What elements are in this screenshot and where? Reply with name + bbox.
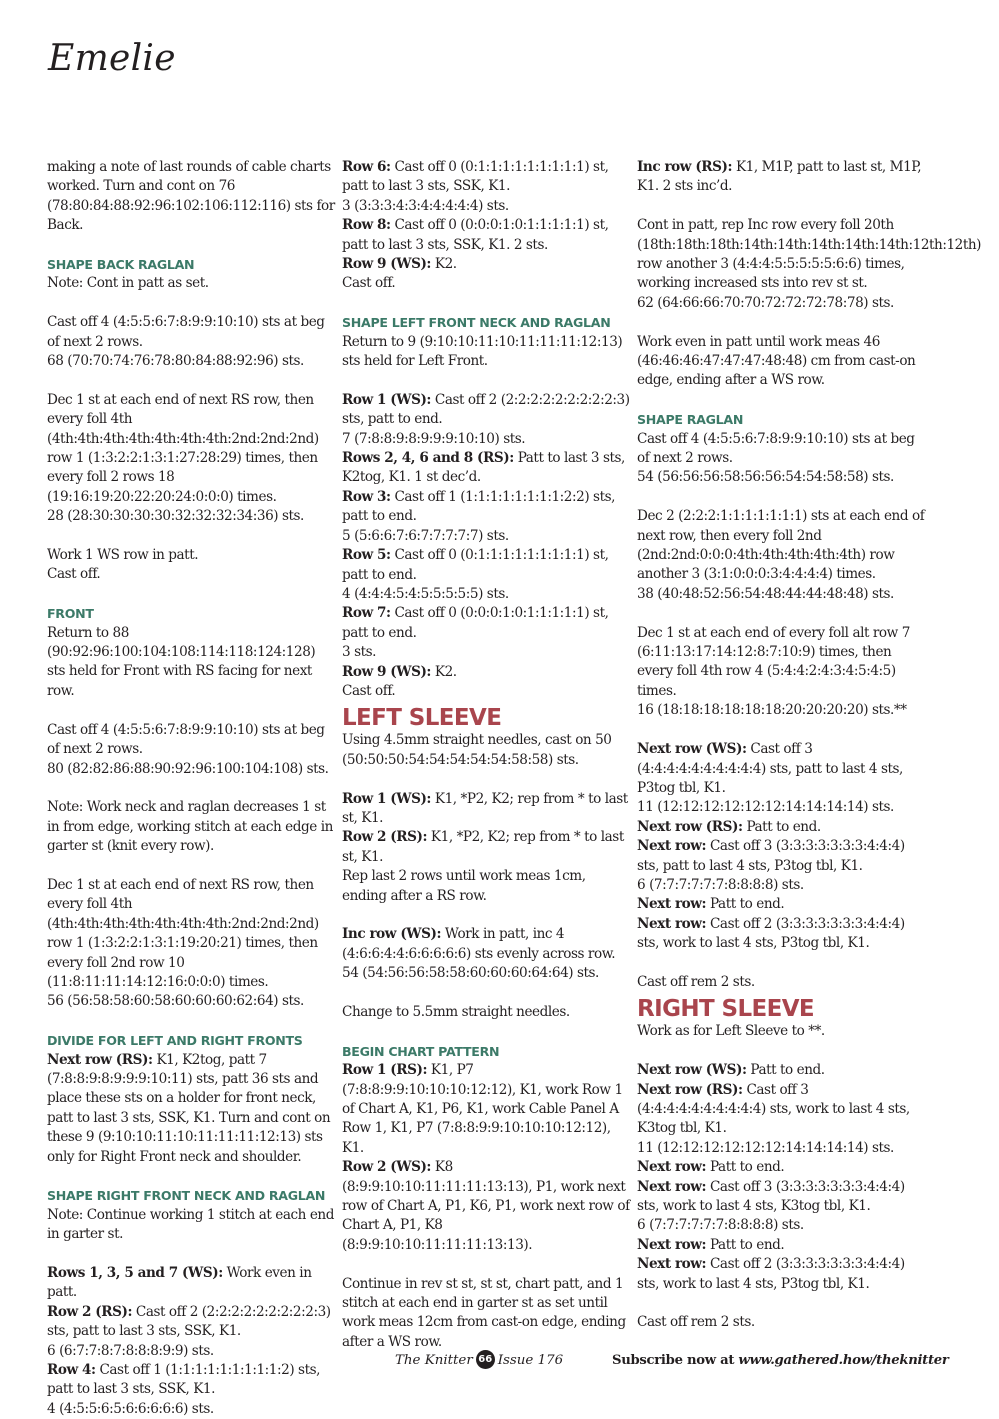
row-text: Cast off 3 (4:4:4:4:4:4:4:4:4:4) sts, work to last 4 sts, K3tog tbl, K1.	[637, 1081, 910, 1137]
row-text: Cast off 3 (3:3:3:3:3:3:3:4:4:4) sts, patt to last 4 sts, P3tog tbl, K1.	[637, 838, 905, 874]
row-label: Row 9 (WS):	[342, 663, 432, 680]
row-text: Cast off 2 (3:3:3:3:3:3:3:4:4:4) sts, work to last 4 sts, P3tog tbl, K1.	[637, 1256, 905, 1292]
paragraph: Cast off 4 (4:5:5:6:7:8:9:9:10:10) sts at beg of next 2 rows.	[637, 430, 915, 467]
instruction-row	[637, 895, 925, 914]
row-label: Rows 1, 3, 5 and 7 (WS):	[47, 1264, 223, 1281]
paragraph: Change to 5.5mm straight needles.	[342, 1003, 570, 1020]
row-label: Inc row (WS):	[342, 926, 442, 943]
note: Note: Work neck and raglan decreases 1 st in from edge, working stitch at each edge in garter st (knit every row).	[47, 799, 333, 855]
paragraph: Cont in patt, rep Inc row every foll 20th (18th:18th:18th:14th:14th:14th:14th:14th:12th:12th) row another 3 (4:4:4:5:5:5:5:5:6:6) times, working increased sts into rev st st.	[637, 217, 982, 292]
instruction-row	[342, 158, 630, 197]
instruction-row	[637, 1158, 925, 1177]
paragraph: Using 4.5mm straight needles, cast on 50 (50:50:50:54:54:54:54:54:58:58) sts.	[342, 732, 612, 768]
row-text: Work even in patt.	[47, 1264, 312, 1301]
row-text: Cast off 0 (0:0:0:1:0:1:1:1:1:1) st, patt to last 3 sts, SSK, K1. 2 sts.	[342, 217, 609, 253]
paragraph: Work as for Left Sleeve to **.	[637, 1023, 825, 1040]
stitch-count: 80 (82:82:86:88:90:92:96:100:104:108) sts.	[47, 760, 329, 777]
stitch-count: 7 (7:8:8:9:8:9:9:9:10:10) sts.	[342, 430, 526, 447]
stitch-count: 3 (3:3:3:4:3:4:4:4:4:4) sts.	[342, 197, 509, 214]
row-text: Cast off 3 (4:4:4:4:4:4:4:4:4:4) sts, patt to last 4 sts, P3tog tbl, K1.	[637, 741, 903, 796]
column-2	[342, 158, 630, 1352]
stitch-count: 11 (12:12:12:12:12:12:14:14:14:14) sts.	[637, 799, 894, 816]
row-text: Work in patt, inc 4 (4:6:6:4:4:6:6:6:6:6) sts evenly across row.	[342, 926, 616, 962]
row-text: Cast off 0 (0:1:1:1:1:1:1:1:1:1) st, patt to last 3 sts, SSK, K1.	[342, 159, 609, 195]
row-label: Row 2 (WS):	[342, 1159, 432, 1176]
row-text: Cast off 1 (1:1:1:1:1:1:1:1:2:2) sts, patt to end.	[342, 488, 615, 525]
stitch-count: 56 (56:58:58:60:58:60:60:60:62:64) sts.	[47, 993, 304, 1010]
instruction-row	[637, 915, 925, 954]
page-title: Emelie	[48, 38, 176, 79]
row-text: K1, *P2, K2; rep from * to last st, K1.	[342, 790, 628, 826]
paragraph: Cast off.	[47, 566, 101, 583]
row-label: Rows 2, 4, 6 and 8 (RS):	[342, 450, 514, 467]
row-text: K1, M1P, patt to last st, M1P, K1. 2 sts inc’d.	[637, 159, 922, 195]
paragraph: Dec 2 (2:2:2:1:1:1:1:1:1:1) sts at each end of next row, then every foll 2nd (2nd:2nd:0:0:0:4th:4th:4th:4th:4th) row another 3 (3:1:0:0:0:3:4:4:4:4) times.	[637, 508, 925, 583]
paragraph: Cast off 4 (4:5:5:6:7:8:9:9:10:10) sts at beg of next 2 rows.	[47, 314, 325, 350]
row-label: Next row (RS):	[47, 1051, 153, 1068]
row-label: Next row:	[637, 1178, 707, 1195]
row-label: Next row (RS):	[637, 818, 743, 835]
instruction-row	[342, 1158, 630, 1255]
row-label: Next row:	[637, 896, 707, 913]
row-label: Next row:	[637, 1159, 707, 1176]
stitch-count: 28 (28:30:30:30:30:32:32:32:34:36) sts.	[47, 508, 304, 525]
row-label: Row 8:	[342, 217, 391, 234]
row-text: K8 (8:9:9:10:10:11:11:11:13:13), P1, work next row of Chart A, P1, K6, P1, work next row of Chart A, P1, K8 (8:9:9:10:10:11:11:11:13:13).	[342, 1159, 630, 1253]
stitch-count: 5 (5:6:6:7:6:7:7:7:7:7) sts.	[342, 527, 509, 544]
row-text: Cast off 2 (3:3:3:3:3:3:3:4:4:4) sts, work to last 4 sts, P3tog tbl, K1.	[637, 915, 905, 952]
subscribe-link[interactable]: www.gathered.how/theknitter	[738, 1353, 949, 1368]
stitch-count: 6 (7:7:7:7:7:7:8:8:8:8) sts.	[637, 1217, 804, 1234]
instruction-row	[342, 488, 630, 527]
instruction-row	[637, 1061, 925, 1080]
instruction-row	[637, 1255, 925, 1294]
row-text: K2.	[434, 256, 457, 273]
row-label: Next row (WS):	[637, 741, 747, 758]
row-text: Patt to end.	[709, 1159, 785, 1176]
paragraph: Dec 1 st at each end of next RS row, then every foll 4th (4th:4th:4th:4th:4th:4th:4th:2nd:2nd:2nd) row 1 (1:3:2:2:1:3:1:19:20:21) times, then every foll 2nd row 10 (11:8:11:11:14:12:16:0:0:0) times.	[47, 876, 319, 990]
subheading-chart-pattern: BEGIN CHART PATTERN	[342, 1043, 500, 1059]
instruction-row	[342, 216, 630, 255]
paragraph: Continue in rev st st, st st, chart patt, and 1 stitch at each end in garter st as set until work meas 12cm from cast-on edge, ending after a WS row.	[342, 1275, 626, 1350]
note: Note: Cont in patt as set.	[47, 275, 209, 292]
instruction-row	[342, 604, 630, 643]
stitch-count: 6 (7:7:7:7:7:7:8:8:8:8) sts.	[637, 876, 804, 893]
instruction-row	[637, 1236, 925, 1255]
row-label: Row 2 (RS):	[342, 829, 428, 846]
stitch-count: 4 (4:4:4:5:4:5:5:5:5:5) sts.	[342, 585, 509, 602]
instruction-row	[342, 1061, 630, 1158]
row-text: Patt to last 3 sts, K2tog, K1. 1 st dec’d.	[342, 450, 625, 486]
paragraph: Work even in patt until work meas 46 (46:46:46:47:47:47:48:48) cm from cast-on edge, ending after a WS row.	[637, 333, 916, 389]
row-label: Row 6:	[342, 159, 391, 175]
row-text: Cast off 2 (2:2:2:2:2:2:2:2:2:3) sts, patt to end.	[342, 391, 630, 428]
subheading-back-raglan: SHAPE BACK RAGLAN	[47, 257, 195, 273]
row-label: Row 9 (WS):	[342, 256, 432, 273]
stitch-count: 54 (56:56:56:58:56:56:54:54:58:58) sts.	[637, 469, 894, 486]
row-label: Next row:	[637, 1256, 707, 1273]
instruction-row	[47, 1361, 335, 1400]
row-text: K1, P7 (7:8:8:9:9:10:10:10:12:12), K1, work Row 1 of Chart A, K1, P6, K1, work Cable Panel A Row 1, K1, P7 (7:8:8:9:9:10:10:10:12:12), K1.	[342, 1062, 623, 1156]
paragraph: Cast off.	[342, 682, 396, 699]
stitch-count: 54 (54:56:56:58:58:60:60:60:64:64) sts.	[342, 965, 599, 982]
stitch-count: 38 (40:48:52:56:54:48:44:44:48:48) sts.	[637, 585, 894, 602]
row-label: Row 2 (RS):	[47, 1303, 133, 1320]
paragraph: Return to 9 (9:10:10:11:10:11:11:11:12:13) sts held for Left Front.	[342, 333, 623, 370]
row-label: Row 5:	[342, 547, 391, 564]
paragraph: Cast off rem 2 sts.	[637, 973, 755, 990]
stitch-count: 4 (4:5:5:6:5:6:6:6:6:6) sts.	[47, 1400, 214, 1417]
paragraph: Cast off rem 2 sts.	[637, 1314, 755, 1331]
instruction-row	[637, 837, 925, 876]
row-label: Row 1 (RS):	[342, 1062, 428, 1079]
instruction-row	[342, 925, 630, 964]
row-label: Row 4:	[47, 1362, 96, 1379]
paragraph: Rep last 2 rows until work meas 1cm, ending after a RS row.	[342, 868, 586, 904]
instruction-row	[342, 255, 630, 274]
row-label: Row 1 (WS):	[342, 391, 432, 408]
row-text: Cast off 2 (2:2:2:2:2:2:2:2:2:3) sts, patt to last 3 sts, SSK, K1.	[47, 1303, 331, 1340]
issue-number: Issue 176	[497, 1353, 564, 1368]
stitch-count: 11 (12:12:12:12:12:12:14:14:14:14) sts.	[637, 1139, 894, 1156]
instruction-row	[47, 1051, 335, 1167]
instruction-row	[47, 1303, 335, 1342]
subheading-right-front-neck: SHAPE RIGHT FRONT NECK AND RAGLAN	[47, 1188, 326, 1204]
row-label: Row 7:	[342, 605, 391, 622]
paragraph: making a note of last rounds of cable charts worked. Turn and cont on 76 (78:80:84:88:92:96:102:106:112:116) sts for Back.	[47, 159, 335, 234]
row-text: Patt to end.	[750, 1062, 825, 1079]
instruction-row	[637, 1178, 925, 1217]
page-number-badge: 66	[476, 1350, 495, 1369]
instruction-row	[342, 790, 630, 829]
stitch-count: 62 (64:66:66:70:70:72:72:72:78:78) sts.	[637, 294, 894, 311]
row-text: K1, K2tog, patt 7 (7:8:8:9:8:9:9:9:10:11) sts, patt 36 sts and place these sts on a holder for front neck, patt to last 3 sts, SSK, K1. Turn and cont on these 9 (9:10:10:11:10:11:11:11:12:13) sts only for Right Front neck and shoulder.	[47, 1051, 331, 1165]
subheading-left-front-neck: SHAPE LEFT FRONT NECK AND RAGLAN	[342, 315, 611, 331]
stitch-count: 68 (70:70:74:76:78:80:84:88:92:96) sts.	[47, 353, 304, 370]
row-text: K1, *P2, K2; rep from * to last st, K1.	[342, 829, 624, 865]
paragraph: Return to 88 (90:92:96:100:104:108:114:118:124:128) sts held for Front with RS facing for next row.	[47, 624, 316, 699]
note: Note: Continue working 1 stitch at each end in garter st.	[47, 1206, 334, 1243]
paragraph: Dec 1 st at each end of next RS row, then every foll 4th (4th:4th:4th:4th:4th:4th:4th:2nd:2nd:2nd) row 1 (1:3:2:2:1:3:1:27:28:29) times, then every foll 2 rows 18 (19:16:19:20:22:20:24:0:0:0) times.	[47, 391, 319, 505]
section-heading-left-sleeve: LEFT SLEEVE	[342, 705, 502, 732]
row-text: Cast off 0 (0:0:0:1:0:1:1:1:1:1) st, patt to end.	[342, 605, 609, 641]
page-footer	[395, 1350, 949, 1372]
instruction-row	[637, 158, 925, 197]
row-text: K2.	[434, 663, 457, 680]
row-label: Next row:	[637, 915, 707, 932]
row-label: Next row:	[637, 838, 707, 855]
column-1	[47, 158, 335, 1419]
instruction-row	[637, 1081, 925, 1139]
column-3	[637, 158, 982, 1333]
subheading-raglan: SHAPE RAGLAN	[637, 412, 744, 428]
instruction-row	[342, 391, 630, 430]
row-text: Cast off 3 (3:3:3:3:3:3:3:4:4:4) sts, work to last 4 sts, K3tog tbl, K1.	[637, 1178, 905, 1214]
section-heading-right-sleeve: RIGHT SLEEVE	[637, 996, 815, 1023]
instruction-row	[342, 663, 630, 682]
instruction-row	[637, 818, 925, 837]
stitch-count: 16 (18:18:18:18:18:18:20:20:20:20) sts.**	[637, 702, 907, 719]
paragraph: Dec 1 st at each end of every foll alt row 7 (6:11:13:17:14:12:8:7:10:9) times, then every foll 4th row 4 (5:4:4:2:4:3:4:5:4:5) times.	[637, 624, 910, 699]
subscribe-text: Subscribe now at	[612, 1353, 735, 1368]
row-label: Next row:	[637, 1236, 707, 1253]
row-label: Row 3:	[342, 488, 391, 505]
stitch-count: 3 sts.	[342, 644, 377, 661]
paragraph: Cast off 4 (4:5:5:6:7:8:9:9:10:10) sts at beg of next 2 rows.	[47, 721, 325, 758]
row-label: Row 1 (WS):	[342, 790, 432, 807]
subheading-divide-fronts: DIVIDE FOR LEFT AND RIGHT FRONTS	[47, 1033, 303, 1049]
paragraph: Cast off.	[342, 275, 396, 292]
row-label: Next row (RS):	[637, 1081, 743, 1098]
row-label: Inc row (RS):	[637, 159, 733, 175]
instruction-row	[342, 449, 630, 488]
row-text: Patt to end.	[746, 818, 821, 835]
stitch-count: 6 (6:7:7:8:7:8:8:8:9:9) sts.	[47, 1342, 214, 1359]
row-text: Cast off 1 (1:1:1:1:1:1:1:1:1:2) sts, patt to last 3 sts, SSK, K1.	[47, 1362, 320, 1398]
subscribe-line	[612, 1350, 949, 1372]
paragraph: Work 1 WS row in patt.	[47, 547, 199, 564]
instruction-row	[342, 546, 630, 585]
row-text: Cast off 0 (0:1:1:1:1:1:1:1:1:1) st, patt to end.	[342, 547, 609, 583]
subheading-front: FRONT	[47, 606, 94, 622]
row-text: Patt to end.	[709, 1236, 785, 1253]
instruction-row	[47, 1264, 335, 1303]
instruction-row	[637, 740, 925, 798]
row-text: Patt to end.	[709, 896, 785, 913]
instruction-row	[342, 828, 630, 867]
row-label: Next row (WS):	[637, 1062, 747, 1079]
magazine-name: The Knitter	[395, 1353, 473, 1368]
